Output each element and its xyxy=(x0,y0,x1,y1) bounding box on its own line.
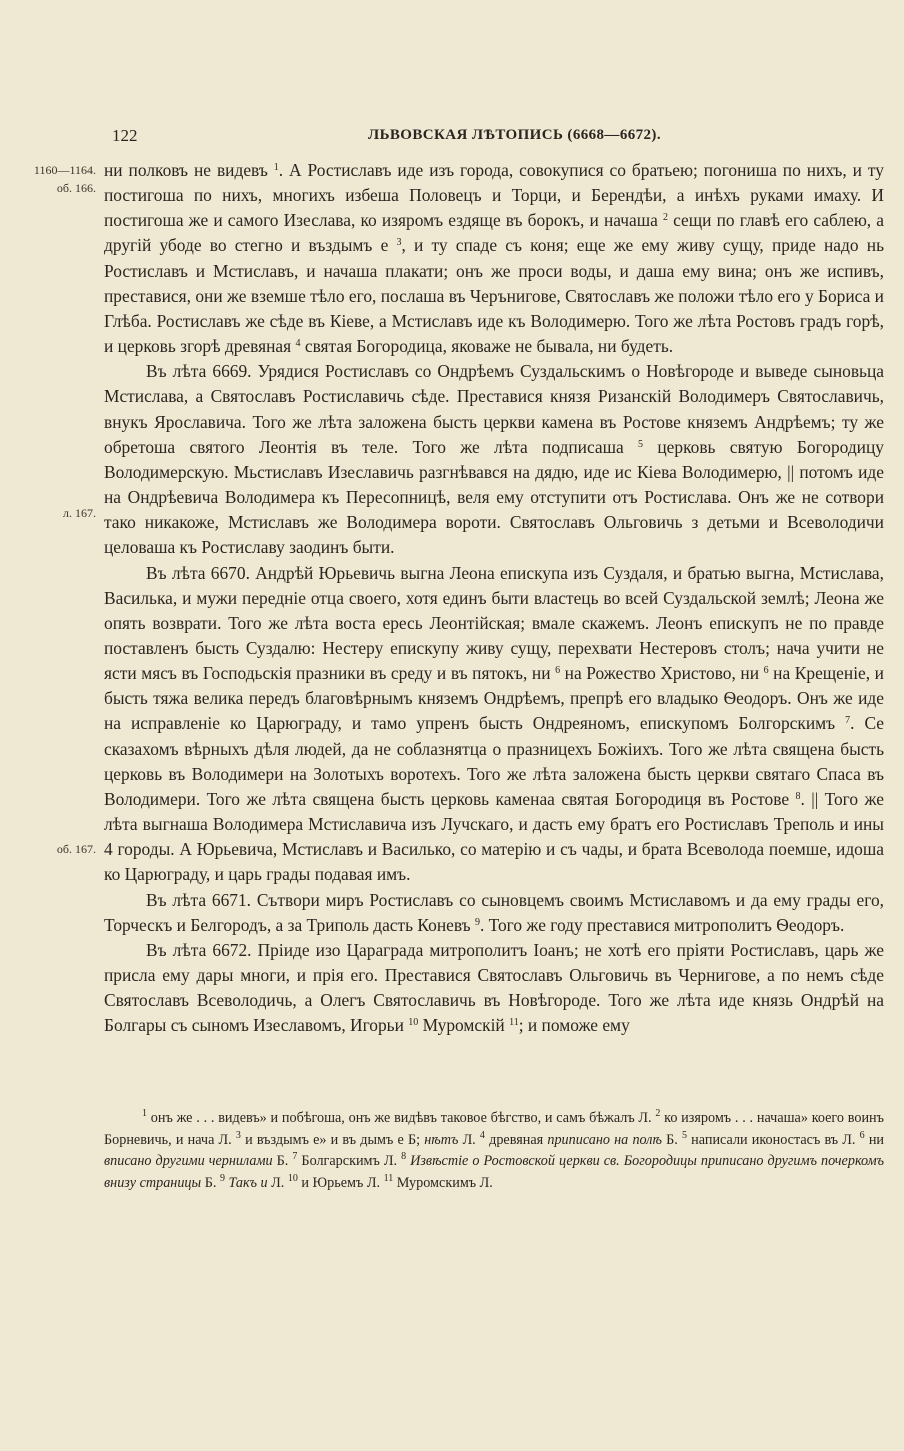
text-run: Б. xyxy=(661,1131,682,1148)
footnote-ref: 9 xyxy=(474,916,480,928)
footnote-ref: 8 xyxy=(795,790,801,802)
text-run: . А Ростиславъ иде изъ города, совокупися со братьею; погониша по нихъ, и ту постигоша по нихъ, многихъ избеша Половецъ и Торци, и Берендѣи, а инѣхъ руками имаху. И постигоша же и самого Изеслава, ко изяромъ ездяще въ борокъ, и начаша xyxy=(104,160,884,231)
text-run: . || Того же лѣта выгнаша Володимера Мстиславича изъ Лучскаго, и дасть ему братъ его Ростиславъ Треполь и ины 4 городы. А Юрьевича, Мстиславъ и Василько, со матерію и съ чады, и брата Всеволода поемше, идоша ко Царюграду, и царь грады подавая имъ. xyxy=(104,788,885,885)
text-run: ни полковъ не видевъ xyxy=(104,160,274,180)
chronicle-text xyxy=(104,158,884,1038)
footnote-ref: 9 xyxy=(219,1172,225,1184)
margin-folio: л. 167. xyxy=(63,506,96,520)
footnote-ref: 5 xyxy=(638,438,644,450)
margin-years: 1160—1164. xyxy=(33,163,96,177)
footnote-ref: 11 xyxy=(383,1172,394,1184)
footnote-ref: 2 xyxy=(662,212,668,224)
text-run: Въ лѣта 6671. Сътвори миръ Ростиславъ со сыновцемъ своимъ Мстиславомъ и да ему грады его, Торческъ и Белгородъ, а за Триполь дасть Коневъ xyxy=(104,889,884,935)
footnotes xyxy=(104,1108,884,1194)
text-run: древяная xyxy=(484,1131,548,1148)
footnote-ref: 5 xyxy=(681,1129,687,1141)
text-run: Л. xyxy=(458,1131,480,1148)
text-run: . Се сказахомъ вѣрныхъ дѣля людей, да не соблазнятца о празницехъ Божіихъ. Того же лѣта священа бысть церковь въ Володимери на Золотыхъ воротехъ. Того же лѣта заложена бысть церкви святаго Спаса въ Володимери. Того же лѣта священа бысть церковь каменаа святая Богородиця въ Ростове xyxy=(104,713,884,809)
footnote-ref: 2 xyxy=(655,1108,661,1119)
chronicle-paragraph xyxy=(104,158,884,359)
text-run: ни xyxy=(864,1131,885,1148)
footnote-ref: 8 xyxy=(401,1151,407,1162)
page-header xyxy=(0,122,904,152)
footnote-ref: 7 xyxy=(845,715,851,727)
text-run: ко изяромъ . . . начаша» коего воинъ Борневичь, и нача Л. xyxy=(104,1110,884,1148)
footnote-ref: 3 xyxy=(235,1129,241,1141)
footnote-ref: 11 xyxy=(509,1017,519,1029)
text-run: Въ лѣта 6669. Урядися Ростиславъ со Ондрѣемъ Суздальскимъ о Новѣгороде и выведе сыновьца Мстислава, а Святославъ Ростиславичь сѣде. Преставися князя Ризанскій Володимеръ Святославичь, внукъ Ярославича. Того же лѣта заложена бысть церкви камена въ Ростове княземъ Андрѣемъ; ту же обретоша святого Леонтія въ теле. Того же лѣта подписаша xyxy=(104,361,884,457)
running-title: ЛЬВОВСКАЯ ЛѢТОПИСЬ (6668—6672). xyxy=(368,127,661,143)
margin-folio: об. 166. xyxy=(56,181,96,195)
chronicle-paragraph xyxy=(104,359,884,560)
footnote-ref: 6 xyxy=(763,665,769,677)
text-run: Въ лѣта 6670. Андрѣй Юрьевичь выгна Леона епискупа изъ Суздаля, и братью выгна, Мстислава, Василька, и мужи передніе отца своего, хотя единъ быти властець во всей Суздальской землѣ; Леона же опять возврати. Того же лѣта воста ересь Леонтійская; вмале скажемъ. Леонъ епискупъ не по правде поставленъ бысть Суздалю: Нестеру епискупу живу сущу, перехвати Нестеровъ столъ; нача учити не ясти мясъ въ Господьскія празники въ среду и въ пятокъ, ни xyxy=(104,562,884,684)
text-run: и Юрьемъ Л. xyxy=(297,1174,384,1191)
chronicle-paragraph xyxy=(104,888,884,938)
footnote-block xyxy=(104,1108,884,1194)
footnote-ref: 3 xyxy=(396,237,402,249)
text-run: написали иконостасъ въ Л. xyxy=(686,1131,860,1148)
margin-folio: об. 167. xyxy=(56,842,96,856)
footnote-ref: 1 xyxy=(142,1108,147,1119)
editorial-note: приписано на полѣ xyxy=(547,1131,662,1148)
text-run: онъ же . . . видевъ» и побѣгоша, онъ же видѣвъ таковое бѣгство, и самъ бѣжалъ Л. xyxy=(147,1110,656,1126)
footnote-ref: 4 xyxy=(295,338,301,350)
footnote-ref: 10 xyxy=(408,1017,419,1029)
footnote-ref: 6 xyxy=(555,665,561,677)
footnote-ref: 7 xyxy=(292,1151,298,1162)
text-run: на Рожество Христово, ни xyxy=(560,663,764,684)
text-run: Болгарскимъ Л. xyxy=(297,1153,402,1169)
text-run: Б. xyxy=(272,1153,293,1169)
editorial-note: Извѣстіе о Ростовской церкви св. Богородицы приписано другимъ почеркомъ внизу страницы xyxy=(104,1153,885,1191)
footnote-ref: 10 xyxy=(287,1172,298,1184)
text-run: , и ту спаде съ коня; еще же ему живу сущу, приде надо нь Ростиславъ и Мстиславъ, и начаша плакати; онъ же проси воды, и даша ему вина; онъ же испивъ, преставися, они же вземше тѣло его, послаша въ Черънигове, Святославъ же положи тѣло его у Бориса и Глѣба. Ростиславъ же сѣде въ Кіеве, а Мстиславъ иде къ Володимерю. Того же лѣта Ростовъ градъ горѣ, и церковь згорѣ древяная xyxy=(104,235,884,357)
text-run: и въздымъ е» и въ дымъ е Б; xyxy=(240,1131,425,1148)
text-run: Муромскимъ Л. xyxy=(393,1174,493,1191)
footnote-ref: 1 xyxy=(273,162,279,173)
text-run: . Того же году преставися митрополитъ Ѳеодоръ. xyxy=(479,914,845,935)
editorial-note: вписано другими чернилами xyxy=(104,1153,273,1169)
footnote-ref: 4 xyxy=(479,1129,485,1141)
text-run: ; и поможе ему xyxy=(518,1015,630,1036)
chronicle-paragraph xyxy=(104,561,884,888)
text-run: Въ лѣта 6672. Пріиде изо Цараграда митрополитъ Іоанъ; не хотѣ его пріяти Ростиславъ, царь же присла ему дары многи, и прія его. Преставися Святославъ Ольговичь въ Чернигове, а по немъ сѣде Святославъ Всеволодичь, а Олегъ Святославичь въ Новѣгороде. Того же лѣта иде князь Ондрѣй на Болгары съ сыномъ Изеславомъ, Игорьи xyxy=(104,939,884,1036)
text-run: Муромскій xyxy=(418,1015,510,1036)
chronicle-paragraph xyxy=(104,938,884,1039)
page-number: 122 xyxy=(112,126,138,145)
footnote-ref: 6 xyxy=(859,1129,865,1141)
text-run: Б. xyxy=(201,1174,220,1191)
text-run: святая Богородица, яковаже не бывала, ни будеть. xyxy=(300,336,674,357)
text-run: сещи по главѣ его саблею, а другій убоде во стегно и въздымъ е xyxy=(104,210,885,256)
text-run: церковь святую Богородицу Володимерскую. Мьстиславъ Изеславичь разгнѣвався на дядю, иде ис Кіева Володимерю, || потомъ иде на Ондрѣевича Володимера къ Пересопницѣ, веля ему отступити отъ Ростислава. Онъ же не сотвори тако никакоже, Мстиславъ же Володимера вороти. Святославъ Ольговичь з детьми и Всеволодичи целоваша къ Ростиславу заодинъ быти. xyxy=(104,436,884,558)
editorial-note: нѣтъ xyxy=(424,1131,459,1148)
text-run: на Крещеніе, и бысть тяжа велика передъ благовѣрнымъ княземъ Ондрѣемъ, препрѣ его владыко Ѳеодоръ. Онъ же иде на исправленіе ко Царюграду, и тамо упренъ бысть Ондреяномъ, епискупомъ Болгорскимъ xyxy=(104,663,884,734)
editorial-note: Такъ и xyxy=(228,1174,268,1191)
text-run: Л. xyxy=(267,1174,288,1191)
